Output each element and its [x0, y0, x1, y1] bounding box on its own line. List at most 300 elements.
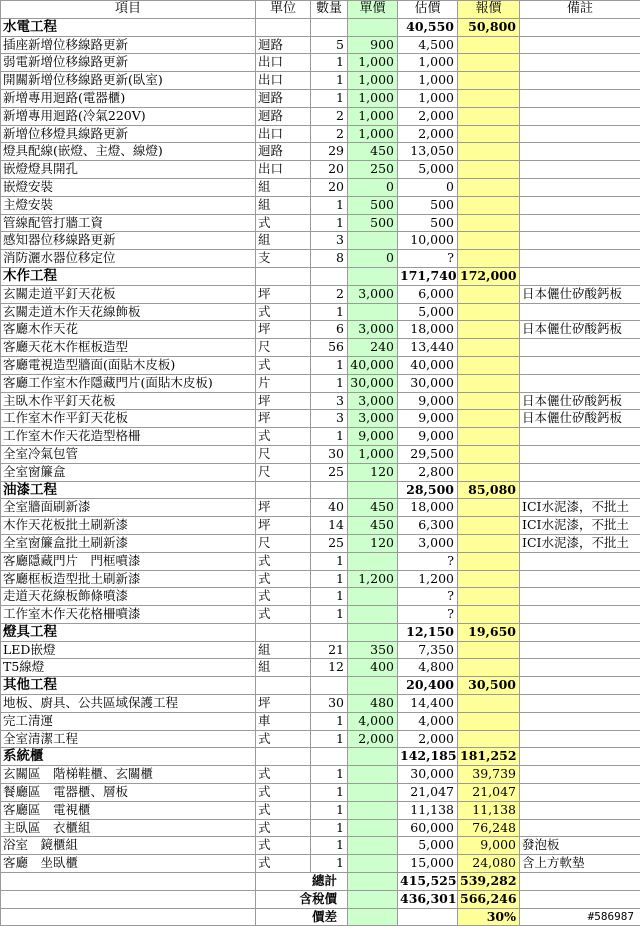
section-title: 油漆工程 [1, 481, 256, 499]
table-row [1, 499, 640, 517]
qty-cell: 12 [311, 659, 348, 677]
quote-cell [458, 570, 520, 588]
note-cell [520, 570, 640, 588]
section-quote-total: 50,800 [458, 18, 520, 36]
unit-price-cell: 4,000 [348, 712, 398, 730]
section-price-cell [348, 267, 398, 285]
item-cell: LED嵌燈 [1, 641, 256, 659]
unit-price-cell: 30,000 [348, 374, 398, 392]
qty-cell: 1 [311, 712, 348, 730]
note-cell [520, 641, 640, 659]
note-cell: 發泡板 [520, 837, 640, 855]
section-header-row [1, 623, 640, 641]
estimate-cell: 6,300 [398, 517, 458, 535]
table-row [1, 819, 640, 837]
note-cell [520, 801, 640, 819]
unit-cell: 出口 [256, 125, 311, 143]
note-cell [520, 606, 640, 624]
item-cell: 嵌燈安裝 [1, 178, 256, 196]
unit-price-cell: 350 [348, 641, 398, 659]
estimate-cell: 500 [398, 196, 458, 214]
blank-cell [1, 908, 256, 926]
estimate-cell: 30,000 [398, 766, 458, 784]
qty-cell: 14 [311, 517, 348, 535]
item-cell: 主臥木作平釘天花板 [1, 392, 256, 410]
quote-cell [458, 125, 520, 143]
note-cell: 含上方軟墊 [520, 855, 640, 873]
unit-cell: 坪 [256, 517, 311, 535]
unit-cell: 坪 [256, 695, 311, 713]
unit-price-cell [348, 232, 398, 250]
table-row [1, 303, 640, 321]
quote-cell: 24,080 [458, 855, 520, 873]
estimate-cell: 21,047 [398, 784, 458, 802]
quote-cell [458, 161, 520, 179]
qty-cell: 56 [311, 339, 348, 357]
qty-cell: 1 [311, 214, 348, 232]
unit-price-cell [348, 801, 398, 819]
section-note-cell [520, 481, 640, 499]
item-cell: 嵌燈燈具開孔 [1, 161, 256, 179]
table-row [1, 784, 640, 802]
section-title: 系統櫃 [1, 748, 256, 766]
header-item: 項目 [1, 1, 256, 19]
unit-cell: 迴路 [256, 36, 311, 54]
unit-cell: 尺 [256, 339, 311, 357]
quote-cell [458, 36, 520, 54]
section-title: 水電工程 [1, 18, 256, 36]
section-qty-cell [311, 677, 348, 695]
qty-cell: 30 [311, 445, 348, 463]
item-cell: 木作天花板批土刷新漆 [1, 517, 256, 535]
qty-cell: 8 [311, 250, 348, 268]
estimate-cell: 10,000 [398, 232, 458, 250]
unit-cell: 式 [256, 766, 311, 784]
note-cell [520, 250, 640, 268]
section-quote-total: 85,080 [458, 481, 520, 499]
section-price-cell [348, 481, 398, 499]
item-cell: 玄關走道木作天花線飾板 [1, 303, 256, 321]
unit-cell: 尺 [256, 445, 311, 463]
estimate-cell: 4,500 [398, 36, 458, 54]
unit-price-cell: 2,000 [348, 730, 398, 748]
section-header-row [1, 481, 640, 499]
section-unit-cell [256, 481, 311, 499]
section-qty-cell [311, 267, 348, 285]
blank-cell [520, 873, 640, 891]
item-cell: 客廳區 電視櫃 [1, 801, 256, 819]
unit-cell: 片 [256, 374, 311, 392]
table-row [1, 339, 640, 357]
item-cell: 客廳工作室木作隱藏門片(面貼木皮板) [1, 374, 256, 392]
item-cell: 餐廳區 電器櫃、層板 [1, 784, 256, 802]
estimate-cell: 30,000 [398, 374, 458, 392]
qty-cell: 1 [311, 588, 348, 606]
unit-price-cell: 3,000 [348, 410, 398, 428]
table-row [1, 552, 640, 570]
unit-price-cell: 450 [348, 143, 398, 161]
blank-cell [1, 890, 256, 908]
unit-price-cell: 1,000 [348, 54, 398, 72]
unit-cell: 式 [256, 837, 311, 855]
table-row [1, 54, 640, 72]
estimate-cell: ? [398, 606, 458, 624]
unit-price-cell: 1,000 [348, 107, 398, 125]
note-cell [520, 356, 640, 374]
unit-price-cell [348, 606, 398, 624]
estimate-cell: 29,500 [398, 445, 458, 463]
table-row [1, 428, 640, 446]
header-unit-price: 單價 [348, 1, 398, 19]
quote-cell [458, 392, 520, 410]
table-row [1, 410, 640, 428]
table-row [1, 143, 640, 161]
note-cell [520, 36, 640, 54]
unit-cell: 式 [256, 606, 311, 624]
note-cell [520, 784, 640, 802]
unit-cell: 組 [256, 659, 311, 677]
estimate-cell: 13,440 [398, 339, 458, 357]
qty-cell: 1 [311, 801, 348, 819]
note-cell: ICI水泥漆，不批土 [520, 499, 640, 517]
unit-price-cell: 480 [348, 695, 398, 713]
unit-price-cell [348, 819, 398, 837]
item-cell: T5線燈 [1, 659, 256, 677]
section-estimate-total: 171,740 [398, 267, 458, 285]
item-cell: 全室窗簾盒批土刷新漆 [1, 534, 256, 552]
item-cell: 客廳框板造型批土刷新漆 [1, 570, 256, 588]
section-price-cell [348, 677, 398, 695]
quote-cell [458, 89, 520, 107]
table-row [1, 36, 640, 54]
qty-cell: 1 [311, 784, 348, 802]
item-cell: 全室牆面刷新漆 [1, 499, 256, 517]
section-header-row [1, 267, 640, 285]
item-cell: 全室冷氣包管 [1, 445, 256, 463]
estimate-cell: 1,000 [398, 72, 458, 90]
item-cell: 客廳 坐臥櫃 [1, 855, 256, 873]
estimate-cell: ? [398, 588, 458, 606]
estimate-cell: 9,000 [398, 392, 458, 410]
estimate-cell: 40,000 [398, 356, 458, 374]
quote-cell [458, 54, 520, 72]
section-qty-cell [311, 623, 348, 641]
item-cell: 消防灑水器位移定位 [1, 250, 256, 268]
unit-cell: 式 [256, 730, 311, 748]
total-label: 含稅價 [256, 890, 348, 908]
table-row [1, 659, 640, 677]
quote-cell: 21,047 [458, 784, 520, 802]
quote-cell [458, 517, 520, 535]
estimate-cell: 5,000 [398, 303, 458, 321]
table-row [1, 766, 640, 784]
section-unit-cell [256, 677, 311, 695]
unit-price-cell: 40,000 [348, 356, 398, 374]
table-row [1, 232, 640, 250]
blank-cell [1, 873, 256, 891]
header-row [1, 1, 640, 19]
qty-cell: 1 [311, 54, 348, 72]
estimate-cell: 500 [398, 214, 458, 232]
qty-cell: 1 [311, 428, 348, 446]
estimate-cell: 2,000 [398, 730, 458, 748]
unit-price-cell: 1,200 [348, 570, 398, 588]
total-quote: 30% [458, 908, 520, 926]
qty-cell: 6 [311, 321, 348, 339]
unit-price-cell [348, 837, 398, 855]
unit-price-cell: 1,000 [348, 125, 398, 143]
quote-cell [458, 730, 520, 748]
qty-cell: 25 [311, 463, 348, 481]
item-cell: 玄關區 階梯鞋櫃、玄關櫃 [1, 766, 256, 784]
qty-cell: 1 [311, 606, 348, 624]
qty-cell: 1 [311, 766, 348, 784]
unit-price-cell: 9,000 [348, 428, 398, 446]
unit-cell: 坪 [256, 392, 311, 410]
note-cell [520, 303, 640, 321]
quote-cell [458, 499, 520, 517]
estimate-cell: 7,350 [398, 641, 458, 659]
table-row [1, 712, 640, 730]
quote-cell [458, 534, 520, 552]
section-quote-total: 181,252 [458, 748, 520, 766]
blank-price-cell [348, 890, 398, 908]
table-row [1, 463, 640, 481]
unit-price-cell: 0 [348, 250, 398, 268]
item-cell: 客廳隱藏門片 門框噴漆 [1, 552, 256, 570]
note-cell [520, 730, 640, 748]
section-price-cell [348, 748, 398, 766]
item-cell: 插座新增位移線路更新 [1, 36, 256, 54]
unit-cell: 坪 [256, 321, 311, 339]
qty-cell: 1 [311, 552, 348, 570]
quote-cell [458, 178, 520, 196]
unit-cell: 尺 [256, 534, 311, 552]
unit-price-cell: 3,000 [348, 392, 398, 410]
unit-price-cell: 250 [348, 161, 398, 179]
item-cell: 新增專用迴路(電器櫃) [1, 89, 256, 107]
estimate-cell: 5,000 [398, 837, 458, 855]
item-cell: 地板、廚具、公共區域保護工程 [1, 695, 256, 713]
table-row [1, 392, 640, 410]
total-quote: 539,282 [458, 873, 520, 891]
qty-cell: 5 [311, 36, 348, 54]
total-estimate: 415,525 [398, 873, 458, 891]
estimate-cell: 0 [398, 178, 458, 196]
estimate-cell: 1,200 [398, 570, 458, 588]
note-cell [520, 659, 640, 677]
section-estimate-total: 12,150 [398, 623, 458, 641]
qty-cell: 30 [311, 695, 348, 713]
note-cell [520, 54, 640, 72]
item-cell: 浴室 鏡櫃組 [1, 837, 256, 855]
estimate-cell: 11,138 [398, 801, 458, 819]
watermark-id: #586987 [588, 910, 634, 923]
unit-cell: 式 [256, 784, 311, 802]
section-estimate-total: 28,500 [398, 481, 458, 499]
quote-cell [458, 410, 520, 428]
quote-cell [458, 463, 520, 481]
note-cell [520, 428, 640, 446]
item-cell: 全室清潔工程 [1, 730, 256, 748]
estimate-cell: ? [398, 250, 458, 268]
unit-cell: 式 [256, 303, 311, 321]
item-cell: 工作室木作平釘天花板 [1, 410, 256, 428]
estimate-cell: 9,000 [398, 410, 458, 428]
note-cell: ICI水泥漆，不批土 [520, 517, 640, 535]
unit-cell: 式 [256, 570, 311, 588]
unit-price-cell: 1,000 [348, 72, 398, 90]
note-cell [520, 766, 640, 784]
item-cell: 主燈安裝 [1, 196, 256, 214]
qty-cell: 1 [311, 196, 348, 214]
estimate-cell: 14,400 [398, 695, 458, 713]
section-note-cell [520, 18, 640, 36]
quote-cell [458, 641, 520, 659]
item-cell: 完工清運 [1, 712, 256, 730]
section-unit-cell [256, 748, 311, 766]
unit-cell: 坪 [256, 285, 311, 303]
qty-cell: 1 [311, 72, 348, 90]
table-row [1, 855, 640, 873]
table-row [1, 161, 640, 179]
unit-cell: 式 [256, 855, 311, 873]
section-note-cell [520, 677, 640, 695]
unit-cell: 式 [256, 356, 311, 374]
note-cell [520, 552, 640, 570]
quote-cell [458, 606, 520, 624]
section-price-cell [348, 623, 398, 641]
table-row [1, 125, 640, 143]
table-row [1, 196, 640, 214]
section-note-cell [520, 748, 640, 766]
quote-cell [458, 339, 520, 357]
unit-cell: 坪 [256, 410, 311, 428]
table-row [1, 72, 640, 90]
qty-cell: 25 [311, 534, 348, 552]
unit-price-cell [348, 855, 398, 873]
section-quote-total: 172,000 [458, 267, 520, 285]
unit-cell: 尺 [256, 463, 311, 481]
section-header-row [1, 748, 640, 766]
item-cell: 感知器位移線路更新 [1, 232, 256, 250]
estimate-cell: 2,000 [398, 125, 458, 143]
quote-cell [458, 250, 520, 268]
header-quote: 報價 [458, 1, 520, 19]
unit-price-cell: 120 [348, 534, 398, 552]
note-cell [520, 712, 640, 730]
note-cell: 日本儷仕矽酸鈣板 [520, 392, 640, 410]
section-estimate-total: 20,400 [398, 677, 458, 695]
section-price-cell [348, 18, 398, 36]
qty-cell: 21 [311, 641, 348, 659]
note-cell [520, 463, 640, 481]
unit-cell: 組 [256, 641, 311, 659]
section-quote-total: 19,650 [458, 623, 520, 641]
qty-cell: 20 [311, 178, 348, 196]
unit-price-cell [348, 303, 398, 321]
qty-cell: 1 [311, 837, 348, 855]
qty-cell: 2 [311, 285, 348, 303]
table-row [1, 89, 640, 107]
estimate-cell: 2,000 [398, 107, 458, 125]
note-cell [520, 214, 640, 232]
unit-cell: 組 [256, 196, 311, 214]
qty-cell: 1 [311, 303, 348, 321]
estimate-cell: 18,000 [398, 321, 458, 339]
estimate-cell: 1,000 [398, 89, 458, 107]
item-cell: 客廳電視造型牆面(面貼木皮板) [1, 356, 256, 374]
note-cell [520, 374, 640, 392]
qty-cell: 2 [311, 125, 348, 143]
quote-cell: 11,138 [458, 801, 520, 819]
blank-cell [520, 890, 640, 908]
unit-cell: 出口 [256, 54, 311, 72]
qty-cell: 1 [311, 819, 348, 837]
quote-cell [458, 214, 520, 232]
note-cell [520, 695, 640, 713]
note-cell [520, 161, 640, 179]
qty-cell: 40 [311, 499, 348, 517]
note-cell [520, 178, 640, 196]
tax-row [1, 890, 640, 908]
table-row [1, 374, 640, 392]
header-unit: 單位 [256, 1, 311, 19]
quote-cell [458, 143, 520, 161]
item-cell: 走道天花線板飾條噴漆 [1, 588, 256, 606]
header-estimate: 估價 [398, 1, 458, 19]
section-note-cell [520, 623, 640, 641]
quote-cell [458, 588, 520, 606]
quote-cell [458, 196, 520, 214]
estimate-cell: 4,800 [398, 659, 458, 677]
unit-price-cell [348, 588, 398, 606]
unit-cell: 迴路 [256, 89, 311, 107]
item-cell: 客廳天花木作框板造型 [1, 339, 256, 357]
item-cell: 客廳木作天花 [1, 321, 256, 339]
note-cell: 日本儷仕矽酸鈣板 [520, 285, 640, 303]
table-row [1, 445, 640, 463]
note-cell [520, 72, 640, 90]
table-row [1, 570, 640, 588]
item-cell: 管線配管打牆工資 [1, 214, 256, 232]
section-title: 燈具工程 [1, 623, 256, 641]
unit-price-cell: 400 [348, 659, 398, 677]
qty-cell: 20 [311, 161, 348, 179]
unit-price-cell [348, 784, 398, 802]
quote-cell [458, 552, 520, 570]
quote-cell [458, 107, 520, 125]
estimate-cell: 5,000 [398, 161, 458, 179]
table-row [1, 356, 640, 374]
note-cell [520, 196, 640, 214]
quote-cell [458, 445, 520, 463]
item-cell: 弱電新增位移線路更新 [1, 54, 256, 72]
note-cell [520, 89, 640, 107]
total-estimate: 436,301 [398, 890, 458, 908]
item-cell: 全室窗簾盒 [1, 463, 256, 481]
section-estimate-total: 40,550 [398, 18, 458, 36]
table-row [1, 837, 640, 855]
blank-price-cell [348, 908, 398, 926]
qty-cell: 1 [311, 730, 348, 748]
quote-cell [458, 285, 520, 303]
section-qty-cell [311, 18, 348, 36]
estimate-cell: 15,000 [398, 855, 458, 873]
quote-cell [458, 712, 520, 730]
estimate-cell: 13,050 [398, 143, 458, 161]
table-row [1, 321, 640, 339]
